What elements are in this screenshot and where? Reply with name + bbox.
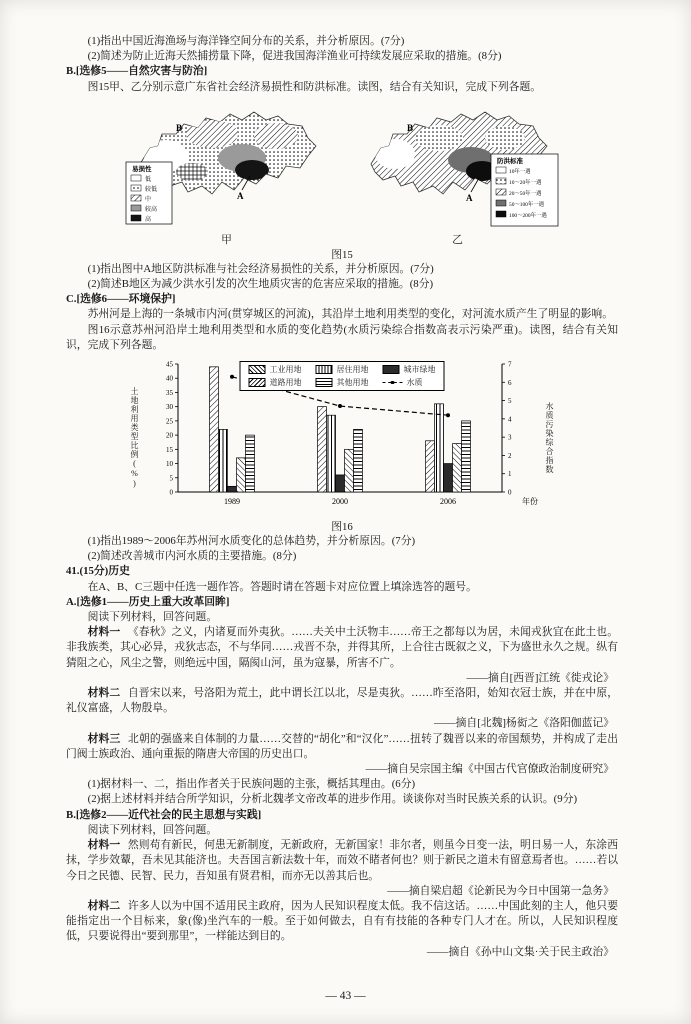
legend-label: 道路用地	[269, 378, 302, 388]
geo-question-line: (1)指出图中A地区防洪标准与社会经济易损性的关系，并分析原因。(7分)	[87, 262, 434, 275]
legend-item-other	[316, 377, 369, 388]
region-a-marker: A	[237, 190, 244, 201]
bar-其他用地	[246, 435, 255, 492]
material-text: 然则苟有新民，何患无新制度，无新政府，无新国家！非尔者，则虽今日变一法，明日易一人，东涂西抹，学步效颦，吾未见其能济也。夫吾国言新法数十年，而效不睹者何也？则于新民之道未有留意焉者也。……若以今日之民德、民智、民力，吾知虽有贤君相，而亦无以善其后也。	[66, 839, 618, 882]
map-yi-column	[355, 98, 560, 247]
bar-城市绿地	[444, 464, 453, 492]
left-tick-label: 10	[166, 460, 173, 469]
legend-item: 中	[145, 196, 152, 203]
legend-item: 10～20年一遇	[509, 179, 542, 186]
legend-item: 高	[145, 216, 152, 223]
page-number: — 43 —	[325, 990, 366, 1002]
region-b-marker: B	[407, 122, 414, 133]
bar-道路用地	[345, 449, 354, 492]
legend-label: 居住用地	[336, 365, 369, 375]
left-tick-label: 25	[166, 417, 173, 426]
right-tick-label: 3	[508, 433, 512, 442]
chart-plot-box	[142, 356, 542, 519]
bar-居住用地	[219, 429, 228, 492]
right-tick-label: 5	[508, 397, 512, 406]
other-landuse-swatch	[316, 378, 333, 387]
left-axis-title: 土地利用类型比例(%)	[130, 386, 139, 489]
material-3	[66, 732, 618, 762]
legend-label: 其他用地	[336, 378, 369, 388]
material-label: 材料二	[87, 899, 121, 912]
bar-工业用地	[318, 407, 327, 492]
figure16-caption: 图16	[331, 521, 353, 534]
figure-15	[66, 98, 618, 247]
material-source: ——摘自吴宗国主编《中国古代官僚政治制度研究》	[365, 763, 614, 776]
figure16-intro: 图16示意苏州河沿岸土地利用类型和水质的变化趋势(水质污染综合指数高表示污染严重)。读图，结合有关知识，完成下列各题。	[66, 323, 618, 351]
left-tick-label: 15	[166, 445, 173, 454]
right-tick-label: 0	[508, 488, 512, 497]
section-header-optional6: C.[选修6——环境保护]	[66, 293, 176, 306]
legend-item: 较低	[145, 186, 158, 193]
material-1	[66, 838, 618, 884]
material-text: 自晋宋以来，号洛阳为荒土，此中谓长江以北，尽是夷狄。……昨至洛阳，始知衣冠士族，并在中原，礼仪富盛，人物殷阜。	[66, 687, 619, 715]
residential-swatch	[316, 365, 333, 374]
section-header-optional2: B.[选修2——近代社会的民主思想与实践]	[66, 808, 262, 821]
region-a-marker: A	[466, 192, 473, 203]
x-axis-title: 年份	[522, 497, 538, 507]
legend-label: 工业用地	[269, 365, 302, 375]
material-text: 北朝的强盛来自体制的力量……交替的“胡化”和“汉化”……扭转了魏晋以来的帝国颓势，并构成了走出门阀士族政治、通向重振的隋唐大帝国的历史出口。	[66, 732, 619, 760]
section-header-optional1: A.[选修1——历史上重大改革回眸]	[66, 595, 230, 608]
material-source: ——摘自[西晋]江统《徙戎论》	[466, 671, 614, 684]
material-2	[66, 899, 618, 945]
material-source: ——摘自《孙中山文集·关于民主政治》	[426, 945, 614, 958]
legend-item-industrial	[249, 364, 302, 375]
material-source: ——摘自[北魏]杨衒之《洛阳伽蓝记》	[434, 717, 614, 730]
map-yi-legend	[491, 154, 558, 226]
read-materials-line: 阅读下列材料，回答问题。	[87, 611, 218, 624]
material-text: 《春秋》之义，内诸夏而外夷狄。……夫关中土沃物丰……帝王之都每以为居，未闻戎狄宜在此土也。非我族类，其心必异，戎狄志态，不与华同……戎晋不杂，并得其所，上合往古既叙之义，下为盛世永久之规。纵有猜阻之心，风尘之警，则绝远中国，隔阂山河，虽为寇暴，所害不广。	[66, 626, 619, 669]
material-label: 材料一	[87, 626, 121, 639]
geo-question-line: (1)指出中国近海渔场与海洋锋空间分布的关系，并分析原因。(7分)	[87, 35, 405, 47]
bar-其他用地	[462, 421, 471, 492]
water-quality-point	[338, 404, 342, 408]
material-source: ——摘自梁启超《论新民为今日中国第一急务》	[387, 884, 614, 897]
right-tick-label: 7	[508, 360, 512, 369]
industrial-swatch	[249, 365, 266, 374]
right-axis-title: 水质污染综合指数	[545, 401, 554, 474]
bar-道路用地	[237, 458, 246, 492]
geo-question-line: (1)指出1989～2006年苏州河水质变化的总体趋势，并分析原因。(7分)	[87, 535, 416, 548]
legend-item-residential	[316, 364, 369, 375]
legend-item-water-quality	[383, 377, 436, 388]
water-quality-point	[230, 375, 234, 379]
left-tick-label: 40	[166, 374, 173, 383]
legend-label: 水质	[406, 378, 423, 388]
left-tick-label: 35	[166, 388, 173, 397]
right-tick-label: 4	[508, 415, 512, 424]
legend-label: 城市绿地	[403, 365, 436, 375]
left-tick-label: 30	[166, 403, 173, 412]
legend-title: 防洪标准	[497, 157, 523, 165]
water-quality-line-swatch	[383, 382, 403, 383]
left-tick-label: 0	[169, 488, 173, 497]
bar-工业用地	[210, 367, 219, 492]
geo-question-line: (2)简述为防止近海天然捕捞量下降，促进我国海洋渔业可持续发展应采取的措施。(8分)	[87, 50, 502, 63]
legend-item: 50～100年一遇	[509, 201, 545, 208]
left-tick-label: 45	[166, 360, 173, 369]
legend-item: 低	[145, 176, 152, 183]
bar-工业用地	[426, 441, 435, 492]
history-question-line: (2)据上述材料并结合所学知识，分析北魏孝文帝改革的进步作用。谈谈你对当时民族关系的认识。(9分)	[87, 793, 578, 806]
left-tick-label: 5	[169, 474, 173, 483]
figure15-caption: 图15	[331, 248, 353, 261]
bar-居住用地	[435, 404, 444, 492]
x-tick-label: 2006	[440, 497, 456, 507]
map-jia-caption: 甲	[221, 233, 232, 246]
bar-其他用地	[354, 429, 363, 492]
legend-item-green	[383, 364, 436, 375]
map-jia	[124, 98, 329, 228]
material-2	[66, 686, 618, 716]
x-tick-label: 1989	[224, 497, 240, 507]
legend-item: 20～50年一遇	[509, 190, 542, 197]
green-space-swatch	[383, 365, 400, 374]
history-question-line: (1)据材料一、二，指出作者关于民族问题的主张，概括其理由。(6分)	[87, 778, 416, 791]
region-b-marker: B	[176, 122, 183, 133]
figure16-legend	[240, 361, 445, 391]
water-quality-point	[446, 413, 450, 417]
right-tick-label: 6	[508, 378, 512, 387]
material-label: 材料三	[87, 732, 121, 745]
bar-道路用地	[453, 444, 462, 492]
legend-item: 较高	[145, 206, 158, 213]
bar-城市绿地	[336, 475, 345, 492]
geo-question-line: (2)简述改善城市内河水质的主要措施。(8分)	[87, 550, 297, 563]
bar-居住用地	[327, 415, 336, 492]
read-materials-line: 阅读下列材料，回答问题。	[87, 823, 218, 836]
legend-item: 10年一遇	[509, 168, 531, 175]
material-1	[66, 625, 618, 671]
legend-item-road	[249, 377, 302, 388]
page-content	[66, 34, 618, 960]
figure-16	[66, 356, 618, 519]
map-jia-legend	[126, 162, 172, 224]
map-yi	[355, 98, 560, 228]
left-tick-label: 20	[166, 431, 173, 440]
map-jia-column	[124, 98, 329, 247]
figure15-intro: 图15甲、乙分别示意广东省社会经济易损性和防洪标准。读图，结合有关知识，完成下列各题。	[87, 80, 542, 93]
history-question-header: 41.(15分)历史	[66, 565, 130, 578]
material-label: 材料二	[87, 687, 121, 700]
bar-城市绿地	[228, 486, 237, 492]
geo-question-line: (2)简述B地区为减少洪水引发的次生地质灾害的危害应采取的措施。(8分)	[87, 278, 434, 291]
suzhou-river-paragraph: 苏州河是上海的一条城市内河(贯穿城区的河流)，其沿岸土地利用类型的变化，对河流水质产生了明显的影响。	[87, 308, 614, 321]
road-swatch	[249, 378, 266, 387]
material-label: 材料一	[87, 839, 121, 852]
legend-title: 易损性	[132, 165, 152, 173]
map-yi-caption: 乙	[452, 233, 463, 246]
section-header-optional5: B.[选修5——自然灾害与防治]	[66, 65, 208, 78]
legend-item: 100～200年一遇	[509, 212, 547, 219]
history-instructions: 在A、B、C三题中任选一题作答。答题时请在答题卡对应位置上填涂选答的题号。	[87, 580, 477, 593]
x-tick-label: 2000	[332, 497, 348, 507]
right-tick-label: 2	[508, 451, 512, 460]
right-tick-label: 1	[508, 470, 512, 479]
material-text: 许多人以为中国不适用民主政府，因为人民知识程度太低。我不信这话。……中国此刻的主人，他只要能指定出一个目标来，象(像)坐汽车的一般。至于如何做去，自有有技能的各种专门人才在。所以，人民知识程度低，只要说得出“要到那里”，一样能达到目的。	[66, 899, 619, 943]
